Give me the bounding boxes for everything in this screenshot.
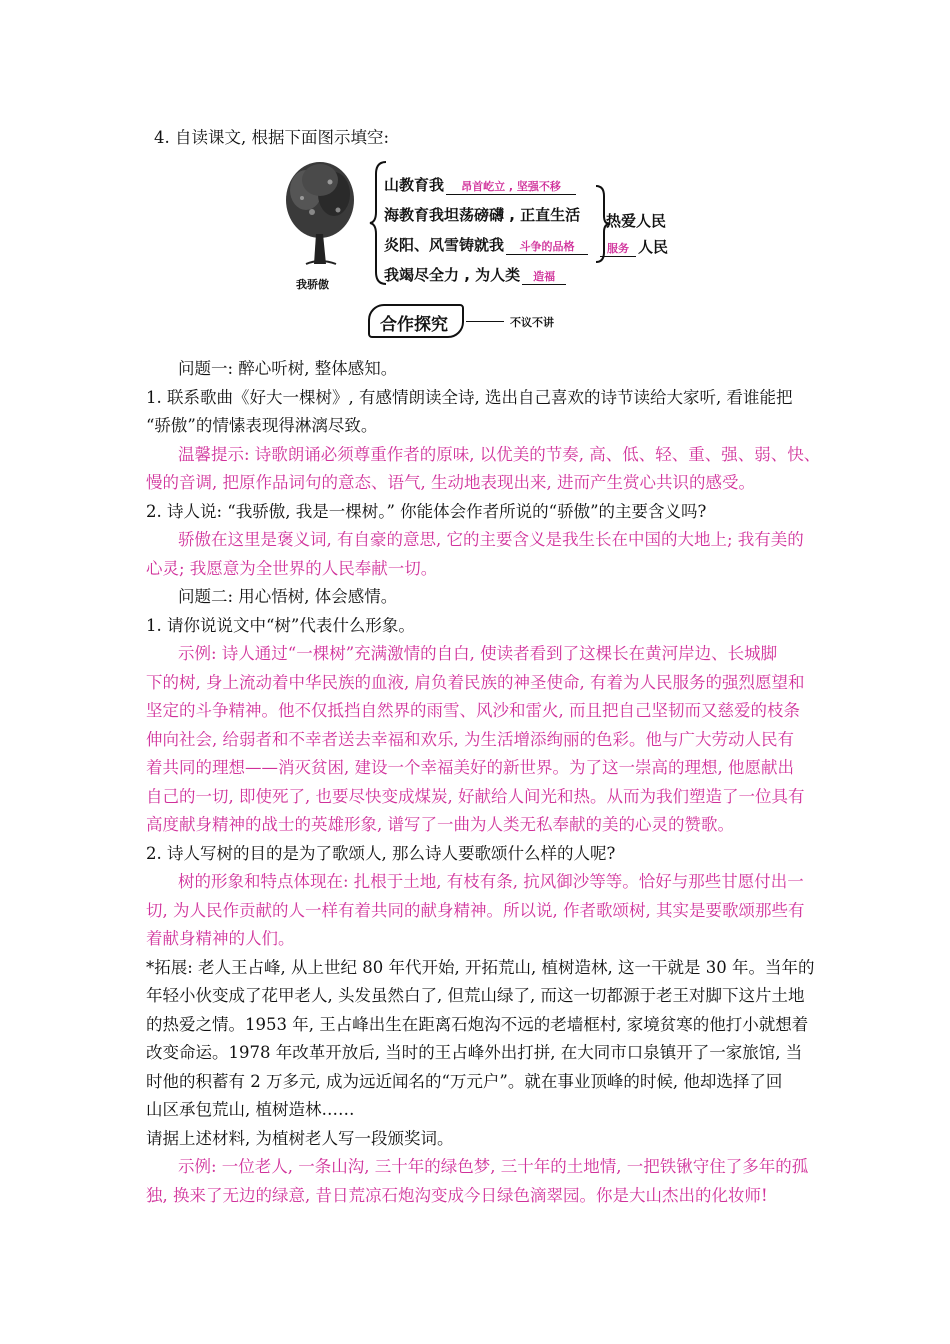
- question-4: 4. 自读课文, 根据下面图示填空:: [154, 128, 390, 147]
- text-line: 心灵; 我愿意为全世界的人民奉献一切。: [146, 558, 438, 578]
- text-line: 树的形象和特点体现在: 扎根于土地, 有枝有条, 抗风御沙等等。恰好与那些甘愿付出一: [178, 872, 804, 891]
- figure-row-4: 我竭尽全力 , 为人类 造福: [384, 264, 568, 285]
- tree-caption: 我骄傲: [296, 278, 329, 291]
- text-line: 1. 请你说说文中“树”代表什么形象。: [146, 615, 415, 635]
- text-line: 山区承包荒山, 植树造林……: [146, 1100, 355, 1119]
- text-line: 切, 为人民作贡献的人一样有着共同的献身精神。所以说, 作者歌颂树, 其实是要歌颂那些有: [146, 900, 805, 920]
- text-line: 的热爱之情。1953 年, 王占峰出生在距离石炮沟不远的老墙框村, 家境贫寒的他打小就想着: [146, 1014, 809, 1034]
- text-line: 独, 换来了无边的绿意, 昔日荒凉石炮沟变成今日绿色滴翠园。你是大山杰出的化妆师!: [146, 1185, 768, 1205]
- text-line: 自己的一切, 即使死了, 也要尽快变成煤炭, 好献给人间光和热。从而为我们塑造了一位具有: [146, 786, 805, 806]
- text-line: “骄傲”的情愫表现得淋漓尽致。: [146, 416, 378, 435]
- text-line: 伸向社会, 给弱者和不幸者送去幸福和欢乐, 为生活增添绚丽的色彩。他与广大劳动人民有: [146, 729, 794, 749]
- text-line: 示例: 诗人通过“一棵树”充满激情的自白, 使读者看到了这棵长在黄河岸边、长城脚: [178, 644, 778, 663]
- answer-blank-serve: 服务: [600, 240, 636, 257]
- text-line: 时他的积蓄有 2 万多元, 成为远近闻名的“万元户”。就在事业顶峰的时候, 他却选择了回: [146, 1071, 783, 1091]
- banner-note: 不议不讲: [510, 316, 554, 329]
- text-line: 着献身精神的人们。: [146, 929, 295, 948]
- text-line: 问题二: 用心悟树, 体会感情。: [178, 587, 398, 606]
- text-line: 高度献身精神的战士的英雄形象, 谱写了一曲为人类无私奉献的美的心灵的赞歌。: [146, 815, 734, 834]
- text-line: *拓展: 老人王占峰, 从上世纪 80 年代开始, 开拓荒山, 植树造林, 这一干就是 30 年。当年的: [146, 957, 815, 977]
- section-banner: [368, 302, 588, 336]
- banner-dash: [466, 321, 504, 322]
- answer-blank-4: 造福: [522, 268, 566, 285]
- figure-row-1: 山教育我 昂首屹立 , 坚强不移: [384, 174, 578, 195]
- answer-blank-1: 昂首屹立 , 坚强不移: [446, 178, 576, 195]
- figure-row-2: 海教育我坦荡磅礴 , 正直生活: [384, 206, 581, 224]
- text-line: 慢的音调, 把原作品词句的意态、语气, 生动地表现出来, 进而产生赏心共识的感受。: [146, 473, 755, 492]
- tree-diagram: [272, 158, 692, 298]
- text-line: 改变命运。1978 年改革开放后, 当时的王占峰外出打拼, 在大同市口泉镇开了一家旅馆, 当: [146, 1043, 803, 1062]
- text-line: 1. 联系歌曲《好大一棵树》, 有感情朗读全诗, 选出自己喜欢的诗节读给大家听, 看谁能把: [146, 387, 793, 407]
- answer-blank-3: 斗争的品格: [506, 238, 588, 255]
- text-line: 2. 诗人写树的目的是为了歌颂人, 那么诗人要歌颂什么样的人呢?: [146, 843, 616, 863]
- text-line: 年轻小伙变成了花甲老人, 头发虽然白了, 但荒山绿了, 而这一切都源于老王对脚下这片土地: [146, 986, 805, 1005]
- text-line: 下的树, 身上流动着中华民族的血液, 肩负着民族的神圣使命, 有着为人民服务的强烈愿望和: [146, 672, 805, 692]
- text-line: 骄傲在这里是褒义词, 有自豪的意思, 它的主要含义是我生长在中国的大地上; 我有美的: [178, 530, 804, 549]
- serve-people: 服务 人民: [598, 236, 668, 257]
- text-line: 2. 诗人说: “我骄傲, 我是一棵树。” 你能体会作者所说的“骄傲”的主要含义吗?: [146, 501, 707, 521]
- text-line: 坚定的斗争精神。他不仅抵挡自然界的雨雪、风沙和雷火, 而且把自己坚韧而又慈爱的枝条: [146, 701, 800, 720]
- text-line: 示例: 一位老人, 一条山沟, 三十年的绿色梦, 三十年的土地情, 一把铁锹守住了多年的孤: [178, 1157, 809, 1176]
- love-people: 热爱人民: [606, 212, 667, 230]
- banner-title: 合作探究: [380, 315, 448, 335]
- text-line: 温馨提示: 诗歌朗诵必须尊重作者的原味, 以优美的节奏, 高、低、轻、重、强、弱、快、: [178, 444, 821, 464]
- text-line: 着共同的理想——消灭贫困, 建设一个幸福美好的新世界。为了这一崇高的理想, 他愿献出: [146, 758, 794, 777]
- text-line: 问题一: 醉心听树, 整体感知。: [178, 359, 398, 378]
- figure-row-3: 炎阳、风雪铸就我 斗争的品格: [384, 234, 590, 255]
- text-line: 请据上述材料, 为植树老人写一段颁奖词。: [146, 1128, 454, 1148]
- tree-illustration: [276, 160, 364, 270]
